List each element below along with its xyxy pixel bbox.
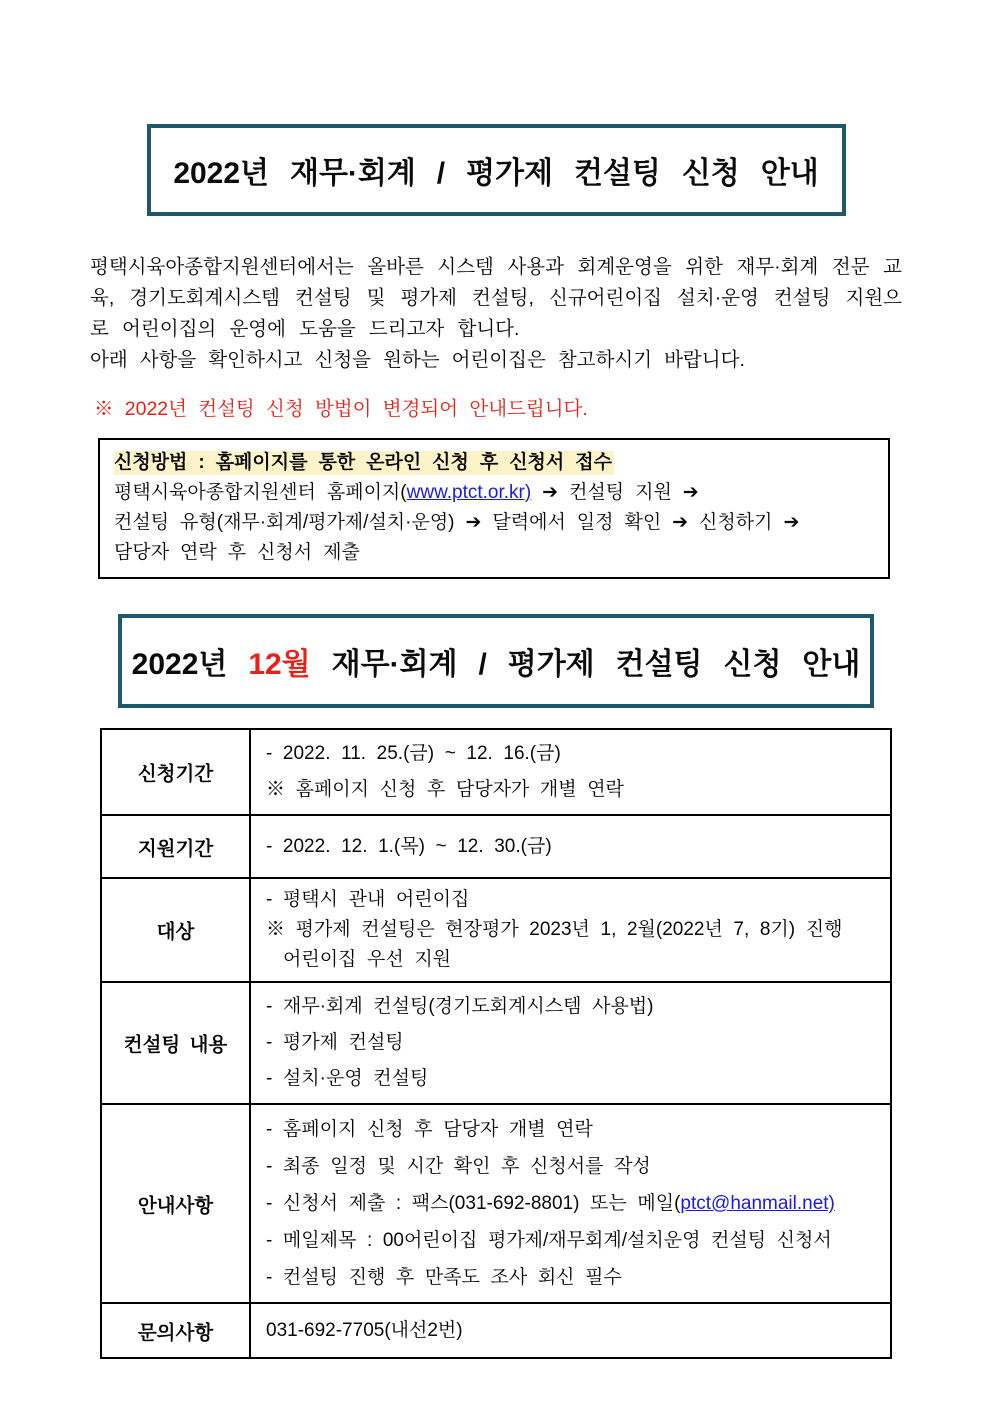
- guidance-line-2: - 최종 일정 및 시간 확인 후 신청서를 작성: [266, 1156, 651, 1177]
- intro-section: [0, 252, 992, 579]
- change-notice: ※ 2022년 컨설팅 신청 방법이 변경되어 안내드립니다.: [94, 398, 588, 420]
- row-label: 문의사항: [101, 1303, 250, 1358]
- method-step-line-2: 컨설팅 유형(재무·회계/평가제/설치·운영) ➔ 달력에서 일정 확인 ➔ 신청하기 ➔: [114, 512, 800, 533]
- table-row-guidance: [101, 1104, 891, 1303]
- homepage-link[interactable]: www.ptct.or.kr): [406, 482, 532, 503]
- consulting-content-line-1: - 재무·회계 컨설팅(경기도회계시스템 사용법): [266, 996, 654, 1017]
- consulting-content-line-3: - 설치·운영 컨설팅: [266, 1068, 429, 1089]
- table-row-support-period: [101, 815, 891, 878]
- application-period-line: - 2022. 11. 25.(금) ~ 12. 16.(금): [266, 743, 561, 764]
- intro-paragraph: 평택시육아종합지원센터에서는 올바른 시스템 사용과 회계운영을 위한 재무·회계 전문 교육, 경기도회계시스템 컨설팅 및 평가제 컨설팅, 신규어린이집 설치·운영 컨설팅 지원으로 어린이집의 운영에 도움을 드리고자 합니다.: [90, 256, 902, 340]
- guidance-line-1: - 홈페이지 신청 후 담당자 개별 연락: [266, 1119, 593, 1140]
- row-label: 안내사항: [101, 1104, 250, 1303]
- support-period-line: - 2022. 12. 1.(목) ~ 12. 30.(금): [266, 835, 552, 857]
- target-line-1: - 평택시 관내 어린이집: [266, 889, 470, 910]
- target-line-2: ※ 평가제 컨설팅은 현장평가 2023년 1, 2월(2022년 7, 8기) 진행: [266, 919, 843, 940]
- row-label: 신청기간: [101, 729, 250, 815]
- table-row-target: [101, 878, 891, 982]
- application-method-box: [98, 438, 890, 579]
- application-period-note: ※ 홈페이지 신청 후 담당자가 개별 연락: [266, 779, 624, 800]
- main-title: 2022년 재무·회계 / 평가제 컨설팅 신청 안내: [173, 157, 819, 190]
- consulting-info-table: [100, 728, 892, 1359]
- method-step-line-3: 담당자 연락 후 신청서 제출: [114, 542, 360, 563]
- monthly-title-box: [118, 614, 874, 708]
- monthly-title-month: 12월: [248, 648, 311, 681]
- method-step-line-1: [114, 478, 874, 508]
- method-line2-pre: 평택시육아종합지원센터 홈페이지(: [114, 482, 407, 503]
- row-label: 대상: [101, 878, 250, 982]
- row-label: 지원기간: [101, 815, 250, 878]
- row-label: 컨설팅 내용: [101, 982, 250, 1104]
- guidance-line-3: [266, 1185, 882, 1222]
- guidance-line-5: - 컨설팅 진행 후 만족도 조사 회신 필수: [266, 1267, 622, 1288]
- monthly-title-pre: 2022년: [131, 648, 249, 681]
- inquiry-phone: 031-692-7705(내선2번): [266, 1319, 463, 1341]
- monthly-title-post: 재무·회계 / 평가제 컨설팅 신청 안내: [310, 648, 861, 681]
- method-line2-post: ➔ 컨설팅 지원 ➔: [531, 482, 699, 503]
- guidance-line-3-pre: - 신청서 제출 : 팩스(031-692-8801) 또는 메일(: [266, 1193, 681, 1214]
- main-title-box: [147, 124, 846, 216]
- table-row-application-period: [101, 729, 891, 815]
- consulting-content-line-2: - 평가제 컨설팅: [266, 1032, 404, 1053]
- method-headline-line: [114, 448, 874, 478]
- method-headline: 신청방법 : 홈페이지를 통한 온라인 신청 후 신청서 접수: [114, 452, 612, 473]
- guidance-line-4: - 메일제목 : 00어린이집 평가제/재무회계/설치운영 컨설팅 신청서: [266, 1230, 832, 1251]
- intro-note: 아래 사항을 확인하시고 신청을 원하는 어린이집은 참고하시기 바랍니다.: [90, 349, 745, 371]
- target-line-3: 어린이집 우선 지원: [283, 949, 452, 970]
- email-link[interactable]: ptct@hanmail.net): [680, 1193, 835, 1214]
- table-row-consulting-content: [101, 982, 891, 1104]
- table-row-inquiry: [101, 1303, 891, 1358]
